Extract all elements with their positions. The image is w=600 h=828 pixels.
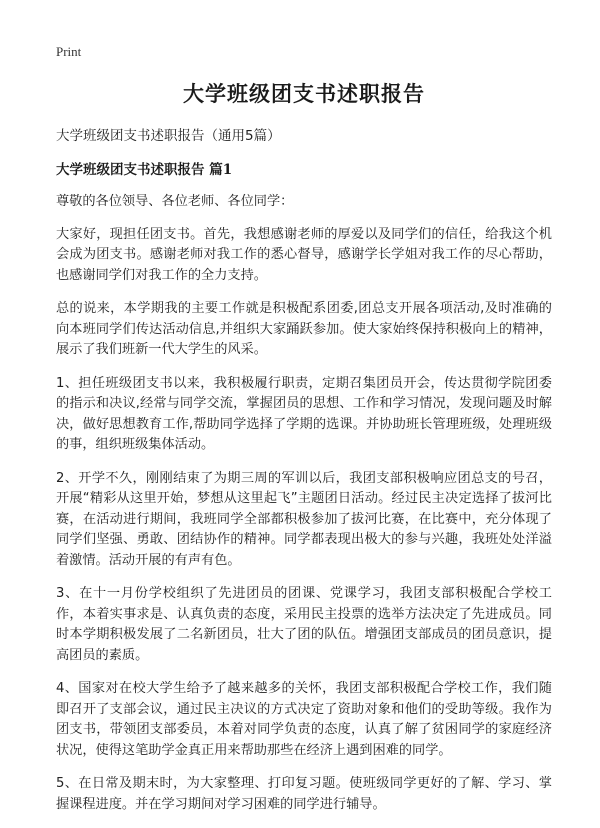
paragraph-item-4: 4、国家对在校大学生给予了越来越多的关怀，我团支部积极配合学校工作，我们随即召开了支部会议，通过民主决议的方式决定了资助对象和他们的受助等级。我作为团支书，带领团支部委员，本着对同学负责的态度，认真了解了贫困同学的家庭经济状况，使得这笔助学金真正用来帮助那些在经济上遇到困难的同学。 [56, 681, 552, 758]
paragraph-intro: 大家好，现担任团支书。首先，我想感谢老师的厚爱以及同学们的信任，给我这个机会成为团支书。感谢老师对我工作的悉心督导，感谢学长学姐对我工作的尽心帮助，也感谢同学们对我工作的全力支持。 [56, 226, 552, 283]
print-label[interactable]: Print [56, 44, 82, 59]
paragraph-item-2: 2、开学不久，刚刚结束了为期三周的军训以后，我团支部积极响应团总支的号召，开展“精彩从这里开始，梦想从这里起飞”主题团日活动。经过民主决定选择了拔河比赛，在活动进行期间，我班同学全部都积极参加了拔河比赛，在比赛中，充分体现了同学们坚强、勇敢、团结协作的精神。同学都表现出极大的参与兴趣，我班处处洋溢着激情。活动开展的有声有色。 [56, 470, 552, 568]
paragraph-item-5: 5、在日常及期末时，为大家整理、打印复习题。使班级同学更好的了解、学习、掌握课程进度。并在学习期间对学习困难的同学进行辅导。 [56, 776, 552, 812]
paragraph-summary: 总的说来，本学期我的主要工作就是积极配系团委,团总支开展各项活动,及时准确的向本班同学们传达活动信息,并组织大家踊跃参加。使大家始终保持积极向上的精神，展示了我们班新一代大学生的风采。 [56, 301, 552, 357]
document-title: 大学班级团支书述职报告 [183, 82, 425, 106]
section-heading: 大学班级团支书述职报告 篇1 [56, 162, 233, 178]
document-subtitle: 大学班级团支书述职报告（通用5篇） [56, 128, 281, 144]
salutation: 尊敬的各位领导、各位老师、各位同学： [56, 194, 294, 209]
paragraph-item-1: 1、担任班级团支书以来，我积极履行职责，定期召集团员开会，传达贯彻学院团委的指示和决议,经常与同学交流，掌握团员的思想、工作和学习情况，发现问题及时解决，做好思想教育工作,帮助同学选择了学期的选课。并协助班长管理班级，处理班级的事，组织班级集体活动。 [56, 375, 552, 452]
paragraph-item-3: 3、在十一月份学校组织了先进团员的团课、党课学习，我团支部积极配合学校工作，本着实事求是、认真负责的态度，采用民主投票的选举方法决定了先进成员。同时本学期积极发展了二名新团员，壮大了团的队伍。增强团支部成员的团员意识，提高团员的素质。 [56, 586, 552, 663]
